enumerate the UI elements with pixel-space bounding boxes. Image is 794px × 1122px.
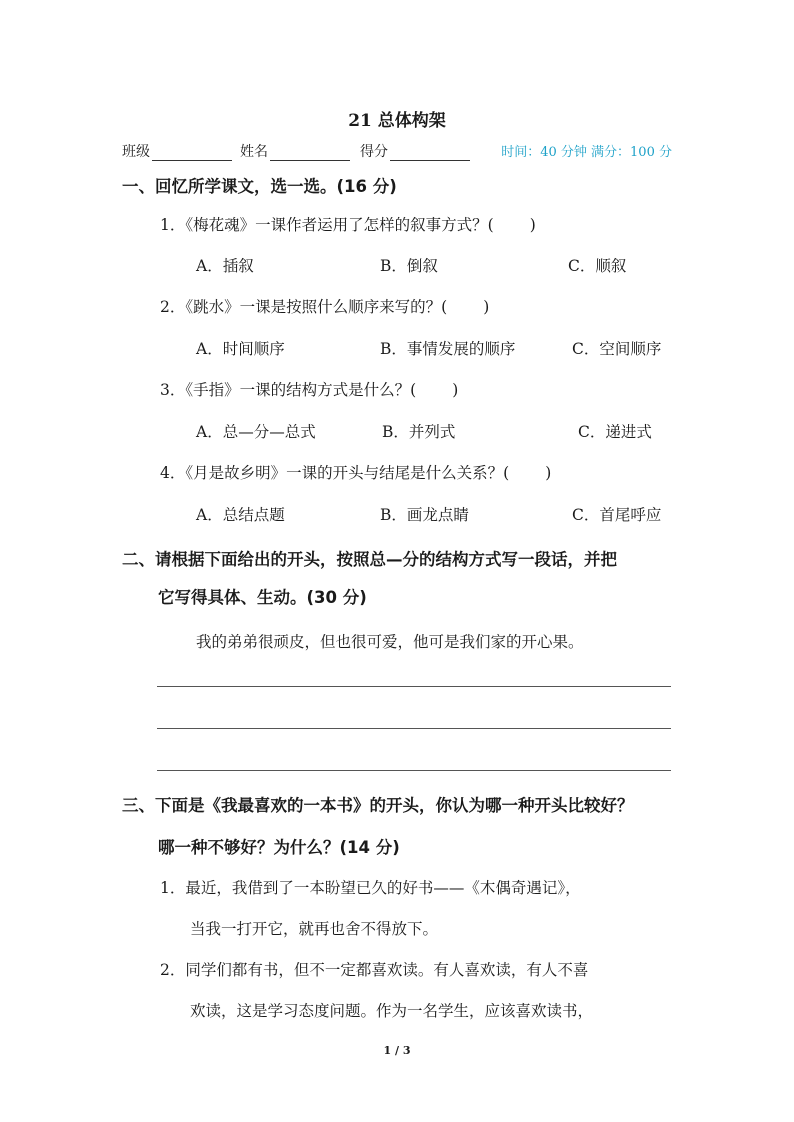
q4-option-b[interactable]: B．画龙点睛: [380, 506, 469, 524]
option-1-line2: 当我一打开它，就再也舍不得放下。: [190, 920, 439, 938]
q2-option-b[interactable]: B．事情发展的顺序: [380, 340, 516, 358]
page-title: 21 总体构架: [348, 111, 446, 131]
page-number: 1 / 3: [383, 1044, 411, 1057]
section2-heading-line1: 二、请根据下面给出的开头，按照总—分的结构方式写一段话，并把: [122, 550, 617, 569]
q2-option-c[interactable]: C．空间顺序: [572, 340, 662, 358]
class-label: 班级: [122, 144, 150, 160]
name-label: 姓名: [240, 144, 268, 160]
q2-option-a[interactable]: A．时间顺序: [196, 340, 285, 358]
q4-option-a[interactable]: A．总结点题: [196, 506, 285, 524]
name-field: [240, 141, 350, 161]
class-field: [122, 141, 232, 161]
question-2: 2．《跳水》一课是按照什么顺序来写的？( ): [160, 298, 490, 316]
section3-heading-line2: 哪一种不够好？为什么？(14 分): [158, 838, 400, 857]
option-1-line1: 1．最近，我借到了一本盼望已久的好书——《木偶奇遇记》，: [160, 879, 581, 897]
class-blank[interactable]: [152, 146, 232, 161]
option-2-line1: 2．同学们都有书，但不一定都喜欢读。有人喜欢读，有人不喜: [160, 961, 589, 979]
time-info: 时间：40 分钟 满分：100 分: [501, 145, 672, 160]
score-blank[interactable]: [390, 146, 470, 161]
section1-heading: 一、回忆所学课文，选一选。(16 分): [122, 177, 397, 196]
q3-option-c[interactable]: C．递进式: [578, 423, 652, 441]
question-3: 3．《手指》一课的结构方式是什么？( ): [160, 381, 459, 399]
option-2-line2: 欢读，这是学习态度问题。作为一名学生，应该喜欢读书，: [190, 1002, 594, 1020]
score-field: [360, 141, 470, 161]
writing-line-1[interactable]: [157, 686, 671, 687]
name-blank[interactable]: [270, 146, 350, 161]
writing-line-2[interactable]: [157, 728, 671, 729]
question-4: 4．《月是故乡明》一课的开头与结尾是什么关系？( ): [160, 464, 552, 482]
writing-line-3[interactable]: [157, 770, 671, 771]
section2-heading-line2: 它写得具体、生动。(30 分): [158, 588, 367, 607]
q1-option-b[interactable]: B．倒叙: [380, 257, 438, 275]
q3-option-a[interactable]: A．总—分—总式: [196, 423, 316, 441]
q1-option-c[interactable]: C．顺叙: [568, 257, 627, 275]
q1-option-a[interactable]: A．插叙: [196, 257, 254, 275]
q3-option-b[interactable]: B．并列式: [382, 423, 456, 441]
q4-option-c[interactable]: C．首尾呼应: [572, 506, 662, 524]
section3-heading-line1: 三、下面是《我最喜欢的一本书》的开头，你认为哪一种开头比较好？: [122, 796, 634, 815]
writing-prompt: 我的弟弟很顽皮，但也很可爱，他可是我们家的开心果。: [196, 633, 584, 651]
score-label: 得分: [360, 144, 388, 160]
question-1: 1．《梅花魂》一课作者运用了怎样的叙事方式？( ): [160, 216, 536, 234]
